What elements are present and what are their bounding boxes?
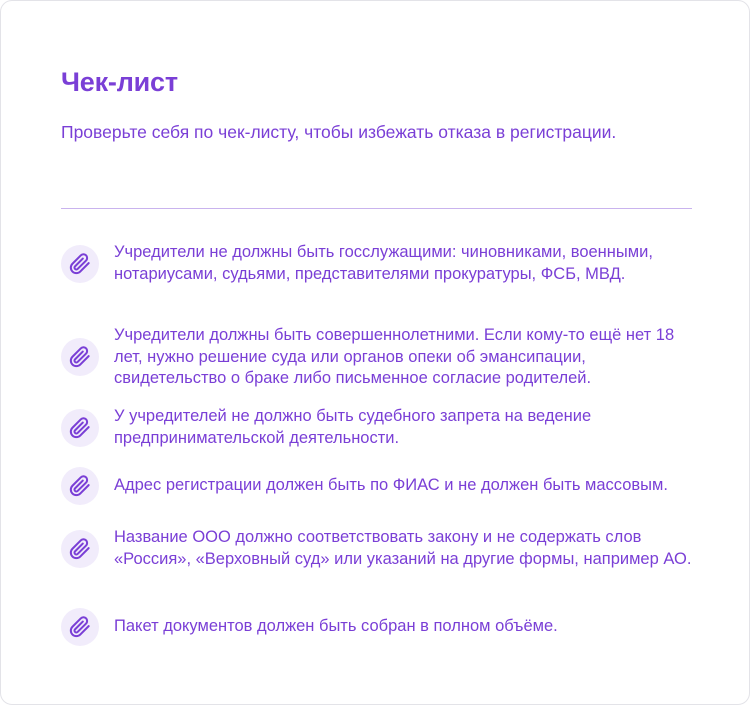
divider — [61, 208, 692, 209]
checklist-item — [61, 467, 694, 505]
checklist-item-text: Пакет документов должен быть собран в полном объёме. — [114, 617, 558, 636]
checklist-subtitle: Проверьте себя по чек-листу, чтобы избежать отказа в регистрации. — [61, 122, 617, 142]
checklist-item-text: У учредителей не должно быть судебного запрета на ведение предпринимательской деятельности. — [114, 407, 592, 447]
paperclip-icon — [61, 338, 99, 376]
checklist-item — [61, 608, 694, 646]
checklist-item-text: Учредители должны быть совершеннолетними. Если кому-то ещё нет 18 лет, нужно решение суда или органов опеки об эмансипации, свидетельство о браке либо письменное согласие родителей. — [114, 326, 675, 387]
checklist-item-text: Учредители не должны быть госслужащими: чиновниками, военными, нотариусами, судьями, представителями прокуратуры, ФСБ, МВД. — [114, 243, 653, 283]
paperclip-icon — [61, 409, 99, 447]
paperclip-icon — [61, 245, 99, 283]
checklist-item — [61, 242, 694, 285]
checklist-item-text: Адрес регистрации должен быть по ФИАС и не должен быть массовым. — [114, 476, 668, 495]
checklist-item — [61, 325, 694, 390]
paperclip-icon — [61, 467, 99, 505]
checklist-item — [61, 527, 694, 570]
checklist-item-text: Название ООО должно соответствовать закону и не содержать слов «Россия», «Верховный суд» или указаний на другие формы, например АО. — [114, 528, 692, 568]
checklist-title: Чек-лист — [61, 67, 178, 97]
paperclip-icon — [61, 608, 99, 646]
paperclip-icon — [61, 530, 99, 568]
checklist-item — [61, 406, 694, 449]
